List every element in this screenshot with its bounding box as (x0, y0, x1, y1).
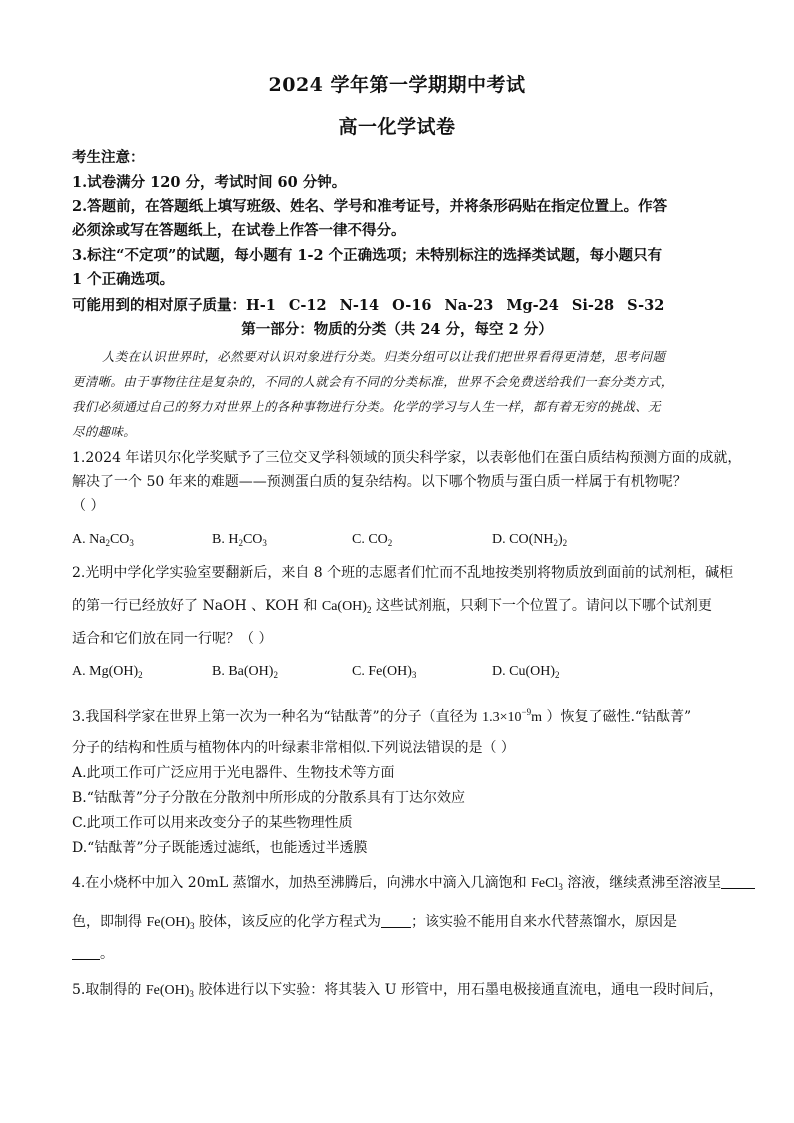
q3-line2: 分子的结构和性质与植物体内的叶绿素非常相似.下列说法错误的是（ ） (72, 740, 515, 756)
answer-blank[interactable] (72, 945, 100, 960)
notice-item-1: 1.试卷满分 120 分，考试时间 60 分钟。 (72, 174, 347, 191)
q3-line1: 3.我国科学家在世界上第一次为一种名为“钴酞菁”的分子（直径为 $1.3\times 10^{-9}m$ ）恢复了磁性.“钴酞菁” (72, 707, 692, 725)
q5-line1: 5.取制得的 $Fe(OH)_3$ 胶体进行以下实验：将其装入 U 形管中，用石墨电极接通直流电，通电一段时间后， (72, 982, 724, 999)
exam-title: 2024 学年第一学期期中考试 (268, 74, 526, 96)
notice-heading: 考生注意： (72, 149, 145, 166)
notice-item-3-line1: 3.标注“不定项”的试题，每小题有 1-2 个正确选项；未特别标注的选择类试题，每小题只有 (72, 247, 663, 264)
notice-item-2-line2: 必须涂或写在答题纸上，在试卷上作答一律不得分。 (72, 222, 406, 239)
q2-option-d: D. $Cu(OH)_2$ (492, 664, 560, 680)
q3-option-a: A.此项工作可广泛应用于光电器件、生物技术等方面 (72, 765, 395, 781)
q1-option-c: C. $CO_2$ (352, 532, 393, 548)
q2-line3: 适合和它们放在同一行呢？（ ） (72, 631, 273, 647)
q2-line2: 的第一行已经放好了 NaOH 、KOH 和 $Ca(OH)_2$ 这些试剂瓶，只剩下一个位置了。请问以下哪个试剂更 (72, 598, 712, 615)
part1-intro-line2: 更清晰。由于事物往往是复杂的，不同的人就会有不同的分类标准，世界不会免费送给我们一套分类方式， (72, 374, 674, 389)
q3-option-d: D.“钴酞菁”分子既能透过滤纸，也能透过半透膜 (72, 840, 368, 856)
part1-intro-line1: 人类在认识世界时，必然要对认识对象进行分类。归类分组可以让我们把世界看得更清楚，思考问题 (102, 349, 666, 364)
q1-option-b: B. $H_2CO_3$ (212, 532, 267, 548)
q3-option-c: C.此项工作可以用来改变分子的某些物理性质 (72, 815, 353, 831)
q2-option-a: A. $Mg(OH)_2$ (72, 664, 143, 680)
q1-line1: 1.2024 年诺贝尔化学奖赋予了三位交叉学科领域的顶尖科学家，以表彰他们在蛋白质结构预测方面的成就， (72, 450, 742, 466)
answer-blank[interactable] (381, 913, 411, 928)
part1-intro-line4: 尽的趣味。 (72, 424, 137, 439)
q1-option-a: A. $Na_2CO_3$ (72, 532, 134, 548)
notice-item-3-line2: 1 个正确选项。 (72, 271, 175, 288)
q4-line1: 4.在小烧杯中加入 20mL 蒸馏水，加热至沸腾后，向沸水中滴入几滴饱和 FeCl$_3$ 溶液，继续煮沸至溶液呈 (72, 873, 732, 894)
q1-line2: 解决了一个 50 年来的难题——预测蛋白质的复杂结构。以下哪个物质与蛋白质一样属于有机物呢？ (72, 474, 687, 490)
part1-intro-line3: 我们必须通过自己的努力对世界上的各种事物进行分类。化学的学习与人生一样，都有着无穷的挑战、无 (72, 399, 661, 414)
q4-line2: 色，即制得 $Fe(OH)_3$ 胶体，该反应的化学方程式为 ；该实验不能用自来水代替蒸馏水，原因是 (72, 914, 677, 931)
q3-option-b: B.“钴酞菁”分子分散在分散剂中所形成的分散系具有丁达尔效应 (72, 790, 466, 806)
q2-option-c: C. $Fe(OH)_3$ (352, 664, 417, 680)
part1-heading: 第一部分：物质的分类（共 24 分，每空 2 分） (241, 321, 553, 338)
q4-line3: 。 (72, 944, 732, 964)
notice-item-2-line1: 2.答题前，在答题纸上填写班级、姓名、学号和准考证号，并将条形码贴在指定位置上。作答 (72, 198, 668, 215)
atomic-masses: 可能用到的相对原子质量：H-1 C-12 N-14 O-16 Na-23 Mg-24 Si-28 S-32 (72, 297, 665, 314)
answer-blank[interactable] (721, 874, 755, 889)
q1-option-d: D. $CO(NH_2)_2$ (492, 532, 568, 548)
q2-option-b: B. $Ba(OH)_2$ (212, 664, 278, 680)
exam-subtitle: 高一化学试卷 (338, 116, 456, 138)
q1-line3: （ ） (72, 498, 105, 514)
q2-line1: 2.光明中学化学实验室要翻新后，来自 8 个班的志愿者们忙而不乱地按类别将物质放到面前的试剂柜，碱柜 (72, 565, 734, 581)
